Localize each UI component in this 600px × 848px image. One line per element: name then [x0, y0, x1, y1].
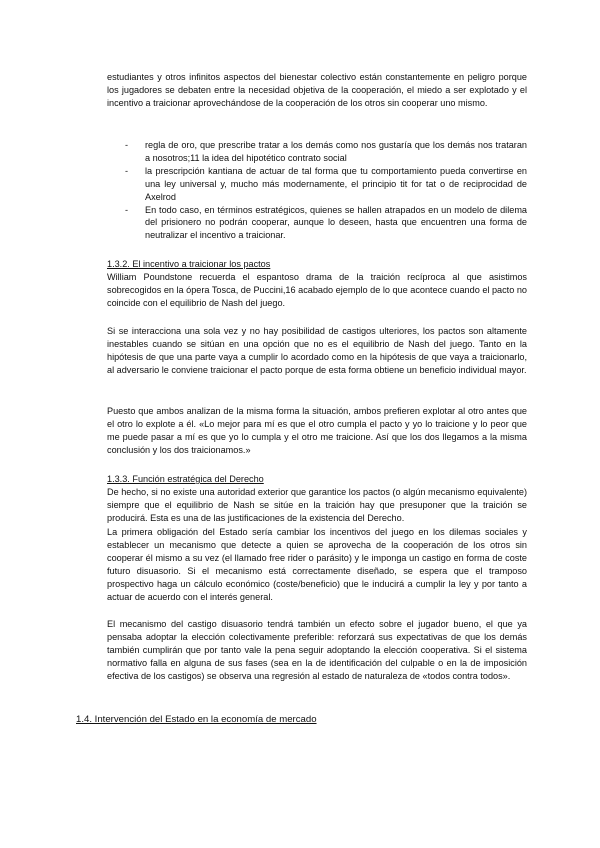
bullet-marker: -	[125, 140, 129, 150]
bullet-list	[107, 139, 527, 242]
bullet-marker: -	[125, 204, 129, 215]
list-item	[107, 139, 527, 165]
list-item-text: la prescripción kantiana de actuar de tal forma que tu comportamiento pueda convertirse en una ley universal y, mucho más modernamente, el principio tit for tat o de reciprocidad de Axelrod	[145, 165, 527, 202]
paragraph-autoridad: De hecho, si no existe una autoridad exterior que garantice los pactos (o algún mecanismo equivalente) siempre que el equilibrio de Nash se sitúe en la traición hay que presuponer que la traición se producirá. Esta es una de las justificaciones de la existencia del Derecho.	[107, 487, 527, 523]
paragraph-obligacion: La primera obligación del Estado sería cambiar los incentivos del juego en los dilemas sociales y establecer un mecanismo que detecte a quien se aprovecha de la cooperación de los otros sin cooperar él mismo a su vez (el llamado free rider o parásito) y le imponga un castigo en forma de coste futuro disuasorio. Si el mecanismo está correctamente diseñado, se espera que el tramposo prospectivo haga un cálculo económico (coste/beneficio) que le inducirá a cumplir la ley y por tanto a actuar de acuerdo con el interés general.	[107, 527, 527, 602]
paragraph-mecanismo: El mecanismo del castigo disuasorio tendrá también un efecto sobre el jugador bueno, el que ya pensaba adoptar la elección colectivamente preferible: reforzará sus expectativas de que los demás también cumplirán que por tanto vale la pena seguir adoptando la elección cooperativa. Si el sistema normativo falla en alguna de sus fases (sea en la de identificación del culpable o en la de imposición efectiva de los castigos) se observa una regresión al estado de naturaleza de «todos contra todos».	[107, 619, 527, 681]
bullet-marker: -	[125, 165, 129, 176]
list-item-text: regla de oro, que prescribe tratar a los demás como nos gustaría que los demás nos trataran a nosotros;11 la idea del hipotético contrato social	[145, 140, 527, 163]
section-heading-derecho: 1.3.3. Función estratégica del Derecho	[107, 474, 264, 484]
list-item	[107, 204, 527, 243]
paragraph-poundstone: William Poundstone recuerda el espantoso drama de la traición recíproca al que asistimos sobrecogidos en la ópera Tosca, de Puccini,16 acabado ejemplo de lo que acontece cuando el pacto no coincide con el equilibrio de Nash del juego.	[107, 272, 527, 308]
section-heading-intervencion: 1.4. Intervención del Estado en la economía de mercado	[76, 714, 317, 725]
paragraph-ambos: Puesto que ambos analizan de la misma forma la situación, ambos prefieren explotar al otro antes que el otro lo explote a él. «Lo mejor para mí es que el otro cumpla el pacto y yo lo traicione y lo peor que me puede pasar a mí es que yo lo cumpla y el otro me traicione. Así que los dos llegamos a la misma conclusión y los dos traicionamos.»	[107, 406, 527, 455]
section-heading-incentivo: 1.3.2. El incentivo a traicionar los pactos	[107, 259, 271, 269]
list-item	[107, 165, 527, 204]
paragraph-bienestar: estudiantes y otros infinitos aspectos del bienestar colectivo están constantemente en peligro porque los jugadores se debaten entre la necesidad objetiva de la cooperación, el miedo a ser explotado y el incentivo a traicionar aprovechándose de la cooperación de los otros sin cooperar uno mismo.	[107, 72, 527, 108]
paragraph-interaccion: Si se interacciona una sola vez y no hay posibilidad de castigos ulteriores, los pactos son altamente inestables cuando se sitúan en una opción que no es el equilibrio de Nash del juego. Tanto en la hipótesis de que una parte vaya a cumplir lo acordado como en la hipótesis de que vaya a traicionarlo, al adversario le conviene traicionar el pacto porque de esta forma obtiene un beneficio individual mayor.	[107, 326, 527, 375]
list-item-text: En todo caso, en términos estratégicos, quienes se hallen atrapados en un modelo de dilema del prisionero no podrán cooperar, aunque lo deseen, hasta que encuentren una forma de neutralizar el incentivo a traicionar.	[145, 204, 527, 241]
